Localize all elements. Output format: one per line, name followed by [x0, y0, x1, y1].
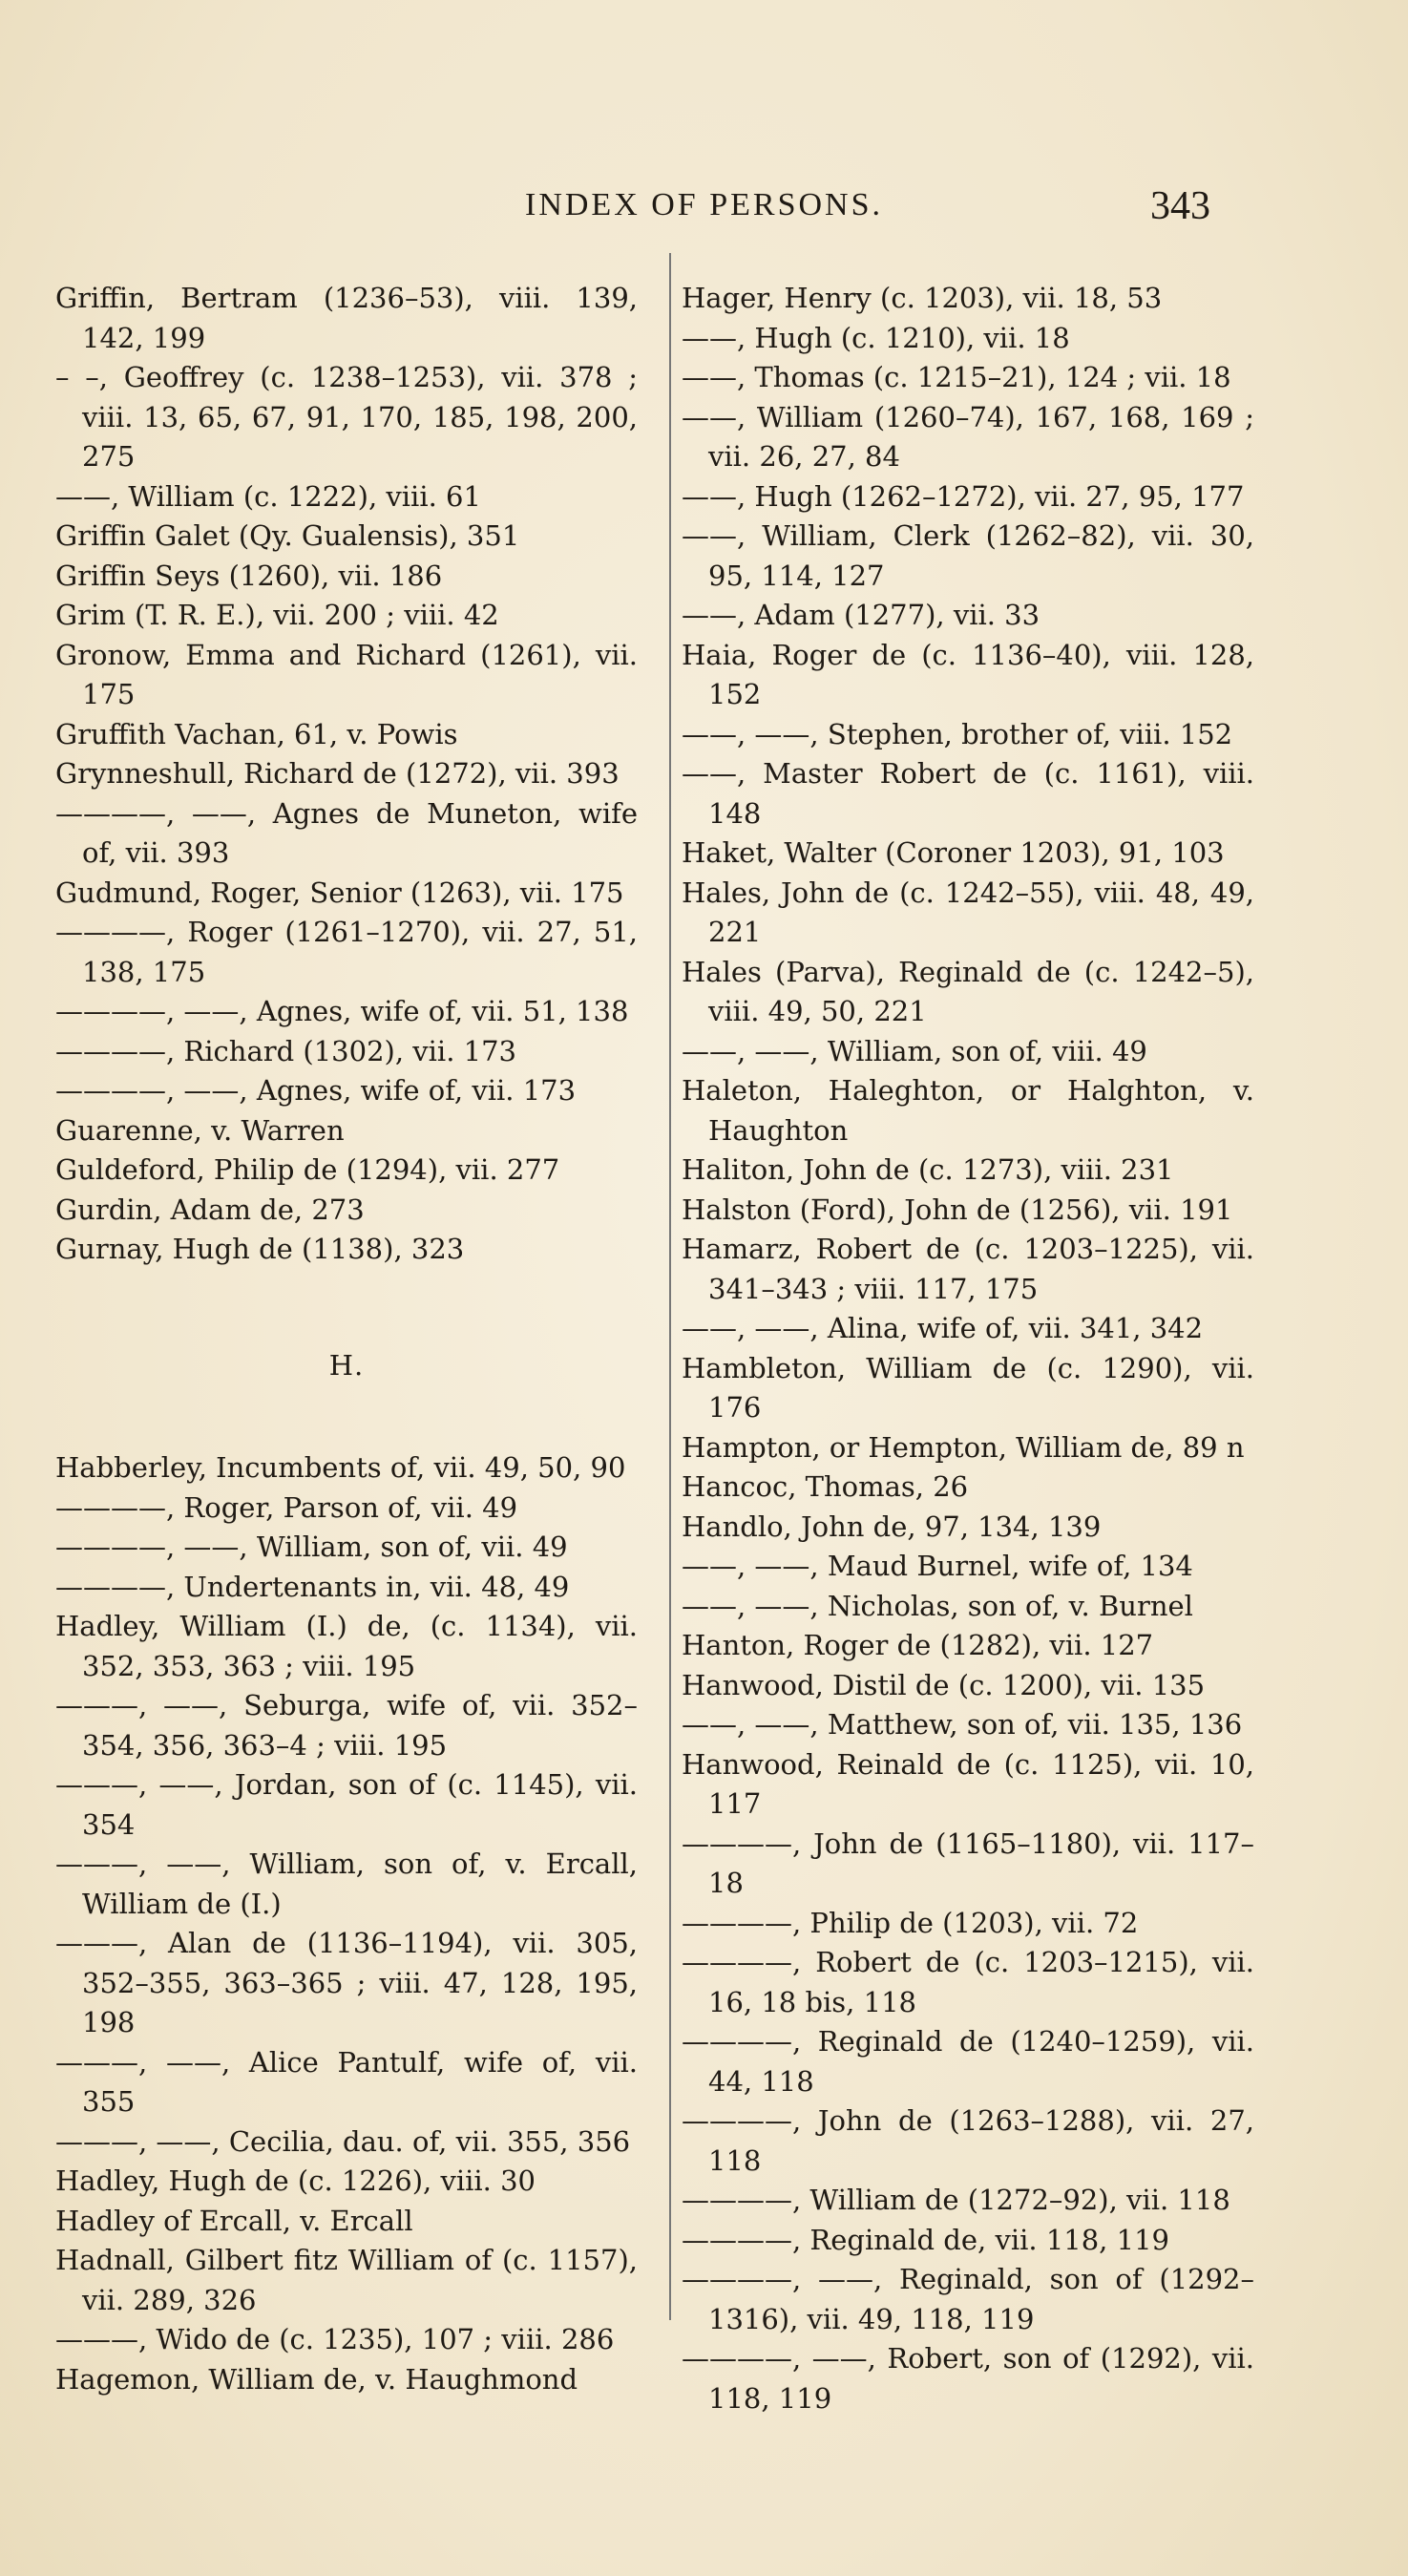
index-entry: ————, Robert de (c. 1203–1215), vii. 16, 18 bis, 118: [682, 1946, 1254, 2018]
index-entry: ————, John de (1263–1288), vii. 27, 118: [682, 2104, 1254, 2177]
index-entry: Habberley, Incumbents of, vii. 49, 50, 90: [55, 1451, 626, 1484]
index-entry: Haleton, Haleghton, or Halghton, v. Haughton: [682, 1074, 1254, 1147]
index-entry: ———, ——, William, son of, v. Ercall, William de (I.): [55, 1848, 638, 1920]
index-entry: ————, Reginald de (1240–1259), vii. 44, 118: [682, 2025, 1254, 2098]
index-entry: Guldeford, Philip de (1294), vii. 277: [55, 1153, 560, 1186]
index-entry: ——, Thomas (c. 1215–21), 124 ; vii. 18: [682, 361, 1231, 393]
index-entry: ————, Roger (1261–1270), vii. 27, 51, 138, 175: [55, 916, 638, 988]
index-entry: Gudmund, Roger, Senior (1263), vii. 175: [55, 876, 624, 909]
index-entry: ————, Reginald de, vii. 118, 119: [682, 2223, 1169, 2256]
index-entry: ———, Wido de (c. 1235), 107 ; viii. 286: [55, 2323, 615, 2355]
page-number: 343: [1150, 184, 1210, 228]
index-entry: ——, Adam (1277), vii. 33: [682, 599, 1040, 631]
index-entry: Hanton, Roger de (1282), vii. 127: [682, 1629, 1154, 1661]
index-entry: ——, ——, Stephen, brother of, viii. 152: [682, 717, 1233, 750]
index-entry: ————, Philip de (1203), vii. 72: [682, 1906, 1139, 1939]
index-entry: Guarenne, v. Warren: [55, 1113, 345, 1147]
index-entry: Griffin Seys (1260), vii. 186: [55, 559, 443, 592]
index-entry: Gurnay, Hugh de (1138), 323: [55, 1233, 465, 1265]
index-entry: ————, ——, Agnes, wife of, vii. 173: [55, 1074, 577, 1107]
index-entry: Haia, Roger de (c. 1136–40), viii. 128, 152: [682, 638, 1254, 710]
index-entry: ————, ——, Reginald, son of (1292–1316), vii. 49, 118, 119: [682, 2263, 1254, 2335]
index-entry: ——, Master Robert de (c. 1161), viii. 148: [682, 757, 1254, 830]
index-entry: Hamarz, Robert de (c. 1203–1225), vii. 341–343 ; viii. 117, 175: [682, 1233, 1254, 1305]
index-entry: Hadley, Hugh de (c. 1226), viii. 30: [55, 2164, 536, 2197]
index-entry: Gruffith Vachan, 61, v. Powis: [55, 717, 458, 750]
index-entry: ——, William (1260–74), 167, 168, 169 ; vii. 26, 27, 84: [682, 400, 1254, 473]
index-entry: ————, Richard (1302), vii. 173: [55, 1034, 516, 1067]
index-entry: Gurdin, Adam de, 273: [55, 1193, 365, 1226]
index-entry: ——, ——, William, son of, viii. 49: [682, 1034, 1147, 1067]
index-entry: Hagemon, William de, v. Haughmond: [55, 2362, 578, 2396]
index-entry: ——, Hugh (1262–1272), vii. 27, 95, 177: [682, 479, 1245, 513]
section-spacer: [55, 1270, 638, 1346]
index-entry: ——, William, Clerk (1262–82), vii. 30, 95, 114, 127: [682, 519, 1254, 592]
running-header: INDEX OF PERSONS.: [525, 187, 883, 222]
right-column: [682, 279, 1254, 2418]
index-entry: ————, ——, Agnes de Muneton, wife of, vii. 393: [55, 796, 638, 869]
index-entry: Hambleton, William de (c. 1290), vii. 176: [682, 1351, 1254, 1424]
index-entry: ——, ——, Alina, wife of, vii. 341, 342: [682, 1312, 1204, 1344]
index-entry: ————, Undertenants in, vii. 48, 49: [55, 1570, 570, 1603]
index-entry: ————, ——, Robert, son of (1292), vii. 118, 119: [682, 2342, 1254, 2415]
index-entry: ————, ——, William, son of, vii. 49: [55, 1531, 568, 1563]
index-entry: ————, ——, Agnes, wife of, vii. 51, 138: [55, 995, 629, 1027]
left-column: [55, 279, 638, 2399]
section-spacer: [55, 1385, 638, 1448]
index-entry: ———, Alan de (1136–1194), vii. 305, 352–355, 363–365 ; viii. 47, 128, 195, 198: [55, 1927, 638, 2038]
index-entry: ——, William (c. 1222), viii. 61: [55, 479, 481, 513]
index-entry: Hadnall, Gilbert fitz William of (c. 1157), vii. 289, 326: [55, 2244, 638, 2316]
index-entry: Hanwood, Distil de (c. 1200), vii. 135: [682, 1668, 1206, 1701]
index-entry: Hancoc, Thomas, 26: [682, 1470, 969, 1503]
index-entry: Hanwood, Reinald de (c. 1125), vii. 10, 117: [682, 1747, 1254, 1820]
index-entry: ———, ——, Jordan, son of (c. 1145), vii. 354: [55, 1768, 638, 1841]
index-entry: Haket, Walter (Coroner 1203), 91, 103: [682, 836, 1225, 869]
index-entry: Hampton, or Hempton, William de, 89 n: [682, 1430, 1245, 1464]
index-entry: ————, Roger, Parson of, vii. 49: [55, 1490, 518, 1524]
index-entry: ——, Hugh (c. 1210), vii. 18: [682, 321, 1070, 354]
index-entry: Griffin Galet (Qy. Gualensis), 351: [55, 519, 520, 552]
index-entry: – –, Geoffrey (c. 1238–1253), vii. 378 ; viii. 13, 65, 67, 91, 170, 185, 198, 200, 275: [55, 361, 638, 473]
index-entry: ———, ——, Alice Pantulf, wife of, vii. 355: [55, 2045, 638, 2118]
index-entry: ————, William de (1272–92), vii. 118: [682, 2184, 1230, 2216]
index-entry: Hager, Henry (c. 1203), vii. 18, 53: [682, 282, 1163, 314]
index-entry: Grynneshull, Richard de (1272), vii. 393: [55, 757, 620, 790]
index-entry: ———, ——, Seburga, wife of, vii. 352–354, 356, 363–4 ; viii. 195: [55, 1689, 638, 1762]
index-entry: Grim (T. R. E.), vii. 200 ; viii. 42: [55, 599, 499, 631]
section-letter: H.: [328, 1348, 365, 1382]
index-entry: Halston (Ford), John de (1256), vii. 191: [682, 1193, 1233, 1226]
index-entry: Hales (Parva), Reginald de (c. 1242–5), viii. 49, 50, 221: [682, 955, 1254, 1027]
index-entry: ——, ——, Maud Burnel, wife of, 134: [682, 1550, 1193, 1582]
index-entry: Handlo, John de, 97, 134, 139: [682, 1510, 1102, 1543]
column-divider: [669, 253, 671, 2320]
index-entry: Gronow, Emma and Richard (1261), vii. 175: [55, 638, 638, 710]
index-entry: ——, ——, Matthew, son of, vii. 135, 136: [682, 1708, 1243, 1741]
index-entry: Griffin, Bertram (1236–53), viii. 139, 142, 199: [55, 282, 638, 354]
index-entry: ———, ——, Cecilia, dau. of, vii. 355, 356: [55, 2124, 631, 2158]
index-entry: ——, ——, Nicholas, son of, v. Burnel: [682, 1589, 1193, 1622]
index-entry: Hadley of Ercall, v. Ercall: [55, 2204, 413, 2237]
index-entry: Hadley, William (I.) de, (c. 1134), vii. 352, 353, 363 ; viii. 195: [55, 1610, 638, 1682]
index-entry: Haliton, John de (c. 1273), viii. 231: [682, 1153, 1174, 1186]
index-entry: Hales, John de (c. 1242–55), viii. 48, 49, 221: [682, 876, 1254, 948]
index-entry: ————, John de (1165–1180), vii. 117–18: [682, 1826, 1254, 1899]
